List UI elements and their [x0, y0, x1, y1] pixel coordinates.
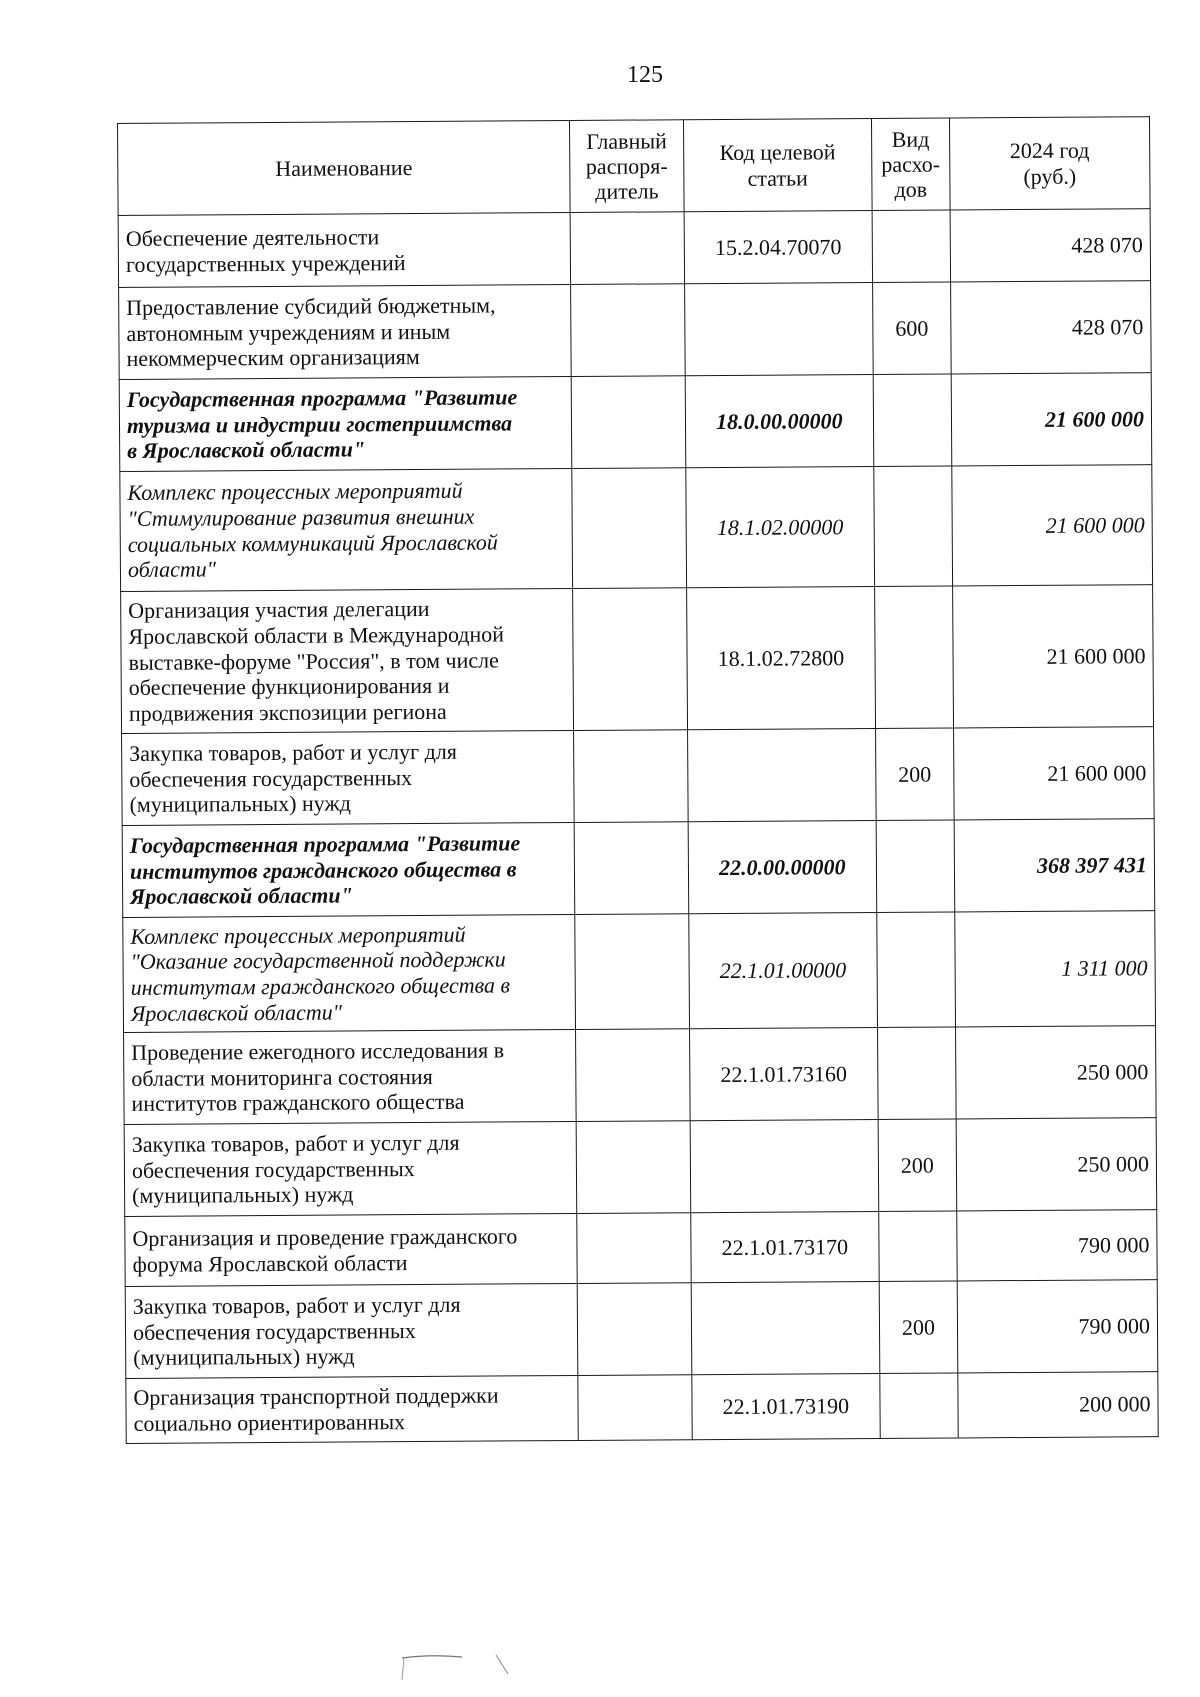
- cell-type: [877, 1027, 955, 1120]
- cell-type: [875, 586, 954, 729]
- cell-name: [119, 376, 572, 471]
- cell-type: 200: [876, 728, 954, 821]
- cell-administrator: [573, 588, 688, 731]
- cell-name-line: институтов гражданского общества в: [129, 855, 517, 884]
- cell-name-line: Государственная программа "Развитие: [126, 384, 518, 412]
- table-row: [125, 1280, 1158, 1379]
- cell-code: 22.0.00.00000: [688, 820, 877, 913]
- cell-type: [873, 374, 951, 467]
- table-row: [124, 1026, 1157, 1125]
- cell-name-line: институтов гражданского общества: [131, 1089, 465, 1117]
- cell-name-line: Ярославской области": [130, 999, 343, 1026]
- cell-name: [125, 1213, 578, 1286]
- cell-type: [872, 210, 950, 283]
- cell-code: 18.1.02.00000: [686, 466, 875, 587]
- header-administrator: Главный распоря- дитель: [570, 120, 684, 213]
- cell-name-line: (муниципальных) нужд: [129, 790, 351, 818]
- table-row: [119, 373, 1152, 472]
- table-row: [122, 727, 1155, 826]
- cell-name: [119, 284, 572, 379]
- cell-code: 22.1.01.73160: [689, 1027, 878, 1120]
- header-name: Наименование: [118, 120, 571, 215]
- cell-administrator: [571, 376, 685, 469]
- cell-name-line: обеспечения государственных: [131, 1155, 415, 1183]
- cell-amount: 428 070: [950, 281, 1151, 374]
- cell-name: [125, 1283, 578, 1378]
- cell-administrator: [574, 730, 688, 823]
- cell-administrator: [574, 822, 688, 915]
- cell-name-line: туризма и индустрии гостеприимства: [126, 410, 513, 438]
- cell-name-line: Государственная программа "Развитие: [129, 830, 521, 858]
- cell-name-line: (муниципальных) нужд: [133, 1343, 355, 1371]
- budget-table: [117, 116, 1159, 1444]
- cell-type: [880, 1373, 958, 1439]
- cell-administrator: [572, 468, 686, 589]
- cell-administrator: [577, 1213, 691, 1284]
- cell-code: 22.1.01.00000: [689, 912, 878, 1028]
- cell-amount: 1 311 000: [955, 911, 1156, 1027]
- cell-name-line: институтам гражданского общества в: [130, 972, 511, 1000]
- cell-name: [124, 1121, 577, 1216]
- cell-amount: 21 600 000: [952, 585, 1153, 728]
- table-row: [126, 1372, 1158, 1444]
- cell-name-line: Ярославской области": [130, 882, 353, 910]
- cell-type: [877, 912, 956, 1028]
- cell-administrator: [578, 1375, 692, 1441]
- cell-code: [691, 1281, 880, 1374]
- cell-administrator: [571, 284, 685, 377]
- cell-name-line: Комплекс процессных мероприятий: [127, 477, 463, 505]
- stamp-mark-icon: [400, 1652, 510, 1682]
- cell-code: 18.1.02.72800: [686, 586, 875, 729]
- cell-type: [874, 466, 953, 587]
- cell-amount: 21 600 000: [952, 465, 1153, 586]
- cell-name-line: Проведение ежегодного исследования в: [131, 1037, 505, 1065]
- cell-amount: 21 600 000: [951, 373, 1152, 466]
- cell-name-line: Организация и проведение гражданского: [132, 1223, 518, 1251]
- cell-administrator: [575, 914, 689, 1030]
- cell-name-line: Комплекс процессных мероприятий: [130, 921, 466, 949]
- cell-name-line: в Ярославской области": [127, 436, 366, 464]
- cell-amount: 21 600 000: [953, 727, 1154, 820]
- table-body: [118, 209, 1158, 1444]
- cell-name: [122, 730, 575, 825]
- cell-name-line: области мониторинга состояния: [131, 1063, 433, 1091]
- cell-code: [684, 282, 873, 375]
- cell-name-line: "Оказание государственной поддержки: [130, 946, 506, 975]
- cell-type: 200: [879, 1281, 957, 1374]
- cell-administrator: [570, 212, 684, 285]
- table-row: [120, 465, 1153, 592]
- cell-name-line: Закупка товаров, работ и услуг для: [131, 1129, 460, 1157]
- cell-name-line: обеспечения государственных: [132, 1317, 416, 1345]
- cell-name-line: Закупка товаров, работ и услуг для: [132, 1291, 461, 1319]
- cell-amount: 790 000: [957, 1280, 1158, 1373]
- cell-name: [126, 1375, 579, 1443]
- cell-name-line: Ярославской области в Международной: [128, 621, 505, 649]
- cell-name: [118, 212, 571, 287]
- cell-name-line: продвижения экспозиции региона: [128, 698, 447, 727]
- cell-amount: 250 000: [956, 1118, 1157, 1211]
- cell-amount: 790 000: [957, 1210, 1158, 1281]
- table-header-row: [118, 117, 1151, 216]
- page-number: 125: [627, 62, 663, 88]
- table-row: [122, 819, 1155, 918]
- cell-code: [687, 728, 876, 821]
- table-row: [125, 1210, 1157, 1287]
- cell-name: [123, 914, 576, 1032]
- table-row: [119, 281, 1152, 380]
- header-amount: 2024 год (руб.): [949, 117, 1150, 210]
- cell-name-line: некоммерческим организациям: [126, 344, 420, 372]
- cell-name-line: Организация участия делегации: [128, 596, 430, 624]
- cell-code: 22.1.01.73170: [690, 1211, 879, 1282]
- cell-name-line: Организация транспортной поддержки: [133, 1382, 499, 1411]
- cell-code: 15.2.04.70070: [684, 210, 873, 283]
- cell-name: [124, 1029, 577, 1124]
- cell-name-line: выставке-форуме "Россия", в том числе: [128, 647, 499, 675]
- header-code: Код целевой статьи: [683, 118, 872, 211]
- cell-code: 18.0.00.00000: [685, 374, 874, 467]
- cell-name-line: "Стимулирование развития внешних: [127, 503, 475, 531]
- cell-administrator: [576, 1029, 690, 1122]
- cell-name-line: Обеспечение деятельности: [125, 224, 380, 251]
- cell-type: [876, 820, 954, 913]
- cell-amount: 368 397 431: [954, 819, 1155, 912]
- cell-code: [690, 1119, 879, 1212]
- cell-name-line: области": [127, 556, 217, 583]
- cell-type: 200: [878, 1119, 956, 1212]
- cell-name-line: обеспечение функционирования и: [128, 673, 450, 701]
- cell-name: [121, 588, 574, 733]
- table-row: [124, 1118, 1157, 1217]
- table-row: [123, 911, 1156, 1033]
- cell-name-line: (муниципальных) нужд: [132, 1181, 354, 1209]
- cell-name-line: форума Ярославской области: [132, 1249, 408, 1277]
- table-row: [118, 209, 1150, 288]
- cell-type: [879, 1211, 957, 1282]
- header-type: Вид расхо- дов: [871, 118, 949, 211]
- cell-name: [122, 822, 575, 917]
- table-row: [121, 585, 1154, 734]
- cell-code: 22.1.01.73190: [692, 1373, 881, 1439]
- cell-name: [120, 468, 573, 591]
- cell-type: 600: [873, 282, 951, 375]
- cell-administrator: [576, 1121, 690, 1214]
- cell-amount: 250 000: [955, 1026, 1156, 1119]
- cell-name-line: автономным учреждениям и иным: [126, 318, 451, 346]
- cell-name-line: Предоставление субсидий бюджетным,: [126, 292, 496, 320]
- cell-name-line: социально ориентированных: [133, 1409, 406, 1436]
- cell-name-line: социальных коммуникаций Ярославской: [127, 528, 498, 557]
- cell-name-line: обеспечения государственных: [129, 764, 413, 792]
- cell-administrator: [577, 1283, 691, 1376]
- cell-amount: 428 070: [950, 209, 1151, 282]
- cell-name-line: Закупка товаров, работ и услуг для: [129, 738, 458, 766]
- cell-name-line: государственных учреждений: [125, 249, 406, 277]
- cell-amount: 200 000: [958, 1372, 1159, 1438]
